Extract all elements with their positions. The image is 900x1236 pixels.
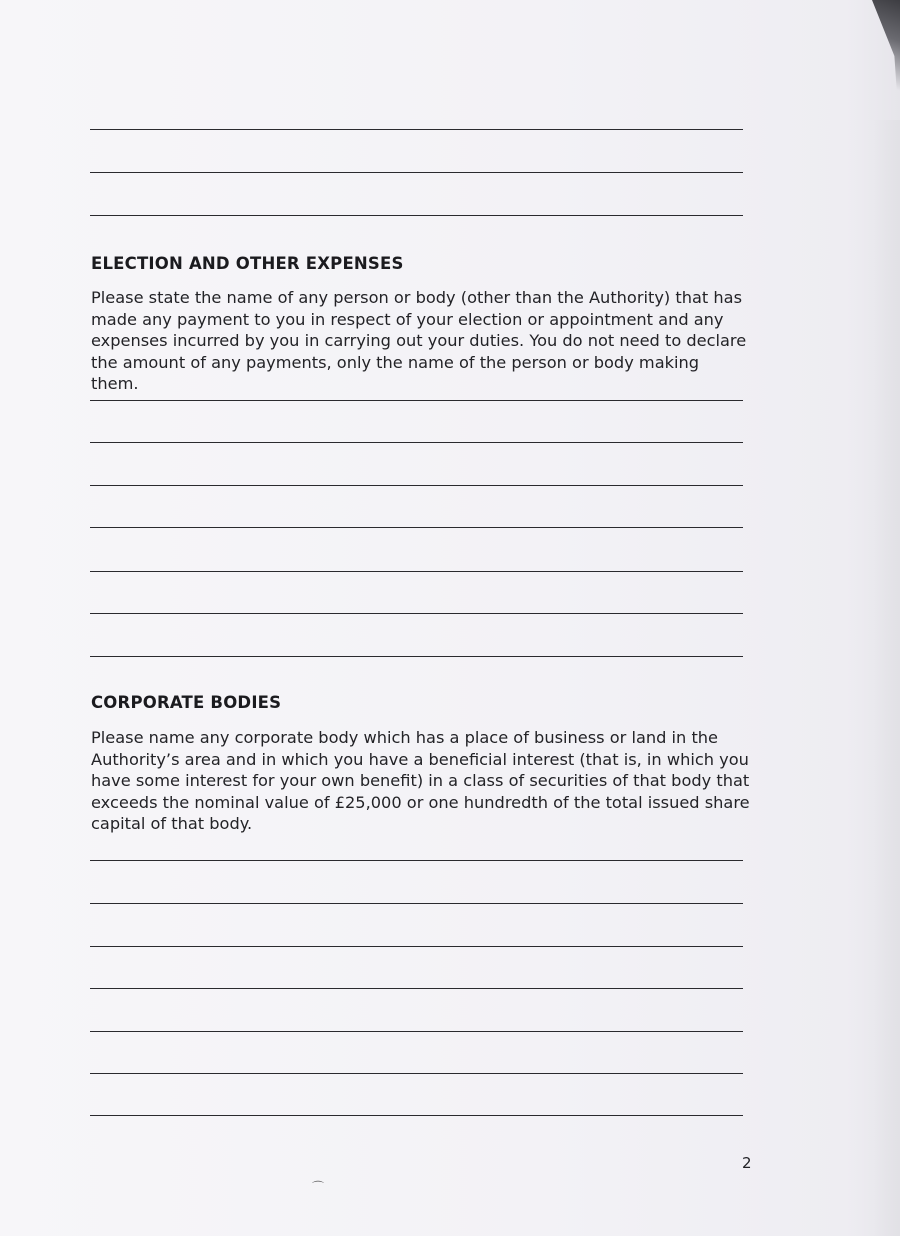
answer-line[interactable] — [90, 860, 743, 861]
answer-line[interactable] — [90, 172, 743, 173]
answer-line[interactable] — [90, 485, 743, 486]
answer-line[interactable] — [90, 1115, 743, 1116]
page-corner-shadow — [830, 0, 900, 140]
answer-line[interactable] — [90, 988, 743, 989]
answer-line[interactable] — [90, 903, 743, 904]
answer-line[interactable] — [90, 129, 743, 130]
page-number: 2 — [742, 1154, 752, 1172]
answer-line[interactable] — [90, 442, 743, 443]
page-edge-shadow — [874, 120, 900, 1236]
answer-line[interactable] — [90, 215, 743, 216]
answer-line[interactable] — [90, 613, 743, 614]
election-expenses-instructions: Please state the name of any person or body (other than the Authority) that has made any payment to you in respect of your election or appointment and any expenses incurred by you in carrying out your duties. You do not need to declare the amount of any payments, only the name of the person or body making them. — [91, 288, 747, 393]
answer-line[interactable] — [90, 400, 743, 401]
answer-line[interactable] — [90, 1073, 743, 1074]
answer-line[interactable] — [90, 571, 743, 572]
corporate-bodies-instructions: Please name any corporate body which has a place of business or land in the Authority’s area and in which you have a beneficial interest (that is, in which you have some interest for your own benefit) in a class of securities of that body that exceeds the nominal value of £25,000 or one hundredth of the total issued share capital of that body. — [91, 728, 750, 833]
corporate-bodies-heading: CORPORATE BODIES — [91, 693, 282, 712]
answer-line[interactable] — [90, 527, 743, 528]
stray-pen-mark: ⌒ — [312, 1180, 325, 1194]
answer-line[interactable] — [90, 1031, 743, 1032]
answer-line[interactable] — [90, 946, 743, 947]
answer-line[interactable] — [90, 656, 743, 657]
election-expenses-heading: ELECTION AND OTHER EXPENSES — [91, 254, 404, 273]
